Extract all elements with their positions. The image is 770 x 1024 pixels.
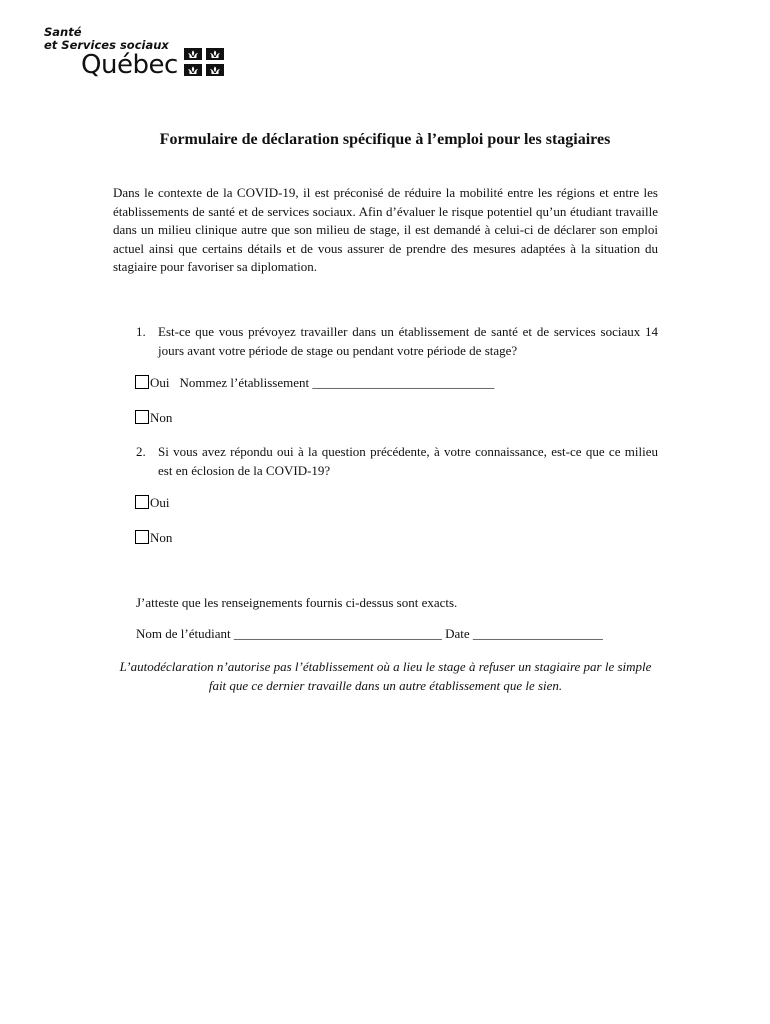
q1-option-non[interactable] — [135, 409, 172, 427]
attestation-text: J’atteste que les renseignements fournis ci-dessus sont exacts. — [136, 595, 458, 610]
disclaimer-note: L’autodéclaration n’autorise pas l’établissement où a lieu le stage à refuser un stagiaire par le simple fait que ce dernier travaille dans un autre établissement que le sien. — [119, 659, 652, 693]
intro-paragraph: Dans le contexte de la COVID-19, il est préconisé de réduire la mobilité entre les régions et entre les établissements de santé et de services sociaux. Afin d’évaluer le risque potentiel qu’un étudiant travaille dans un milieu clinique autre que son milieu de stage, il est demandé à celui-ci de déclarer son emploi actuel ainsi que certains détails et de vous assurer de prendre des mesures adaptées à la situation du stagiaire pour favoriser sa diplomation. — [113, 185, 658, 274]
student-name-label: Nom de l’étudiant — [136, 626, 231, 641]
q1-establishment-field[interactable]: Nommez l’établissement ____________________________ — [179, 375, 495, 390]
q2-option-non[interactable] — [135, 529, 172, 547]
q1-option-oui[interactable] — [135, 374, 494, 392]
q2-oui-checkbox[interactable] — [135, 495, 149, 509]
question-1-number: 1. — [136, 324, 146, 339]
form-title: Formulaire de déclaration spécifique à l’emploi pour les stagiaires — [159, 131, 611, 148]
q1-oui-checkbox[interactable] — [135, 375, 149, 389]
question-1-text: Est-ce que vous prévoyez travailler dans un établissement de santé et de services sociaux 14 jours avant votre période de stage ou pendant votre période de stage? — [158, 324, 658, 358]
question-2-text: Si vous avez répondu oui à la question précédente, à votre connaissance, est-ce que ce milieu est en éclosion de la COVID-19? — [158, 444, 658, 478]
logo-wordmark-quebec: Québec — [81, 50, 178, 80]
q2-non-label: Non — [150, 530, 173, 545]
date-field[interactable]: ____________________ — [472, 626, 603, 641]
q1-oui-label: Oui — [150, 375, 170, 390]
quebec-health-logo — [44, 26, 234, 86]
fleurdelise-flag-icon — [184, 48, 224, 76]
logo-line-sante: Santé — [44, 25, 82, 39]
question-2-number: 2. — [136, 444, 146, 459]
student-name-field[interactable]: ________________________________ — [233, 626, 442, 641]
logo-line-services: et Services sociaux — [44, 38, 169, 52]
question-1 — [136, 323, 658, 360]
question-2 — [136, 443, 658, 480]
q2-option-oui[interactable] — [135, 494, 170, 512]
q1-non-checkbox[interactable] — [135, 410, 149, 424]
signature-line — [136, 625, 603, 643]
q2-non-checkbox[interactable] — [135, 530, 149, 544]
q2-oui-label: Oui — [150, 495, 170, 510]
q1-non-label: Non — [150, 410, 173, 425]
date-label: Date — [445, 626, 470, 641]
